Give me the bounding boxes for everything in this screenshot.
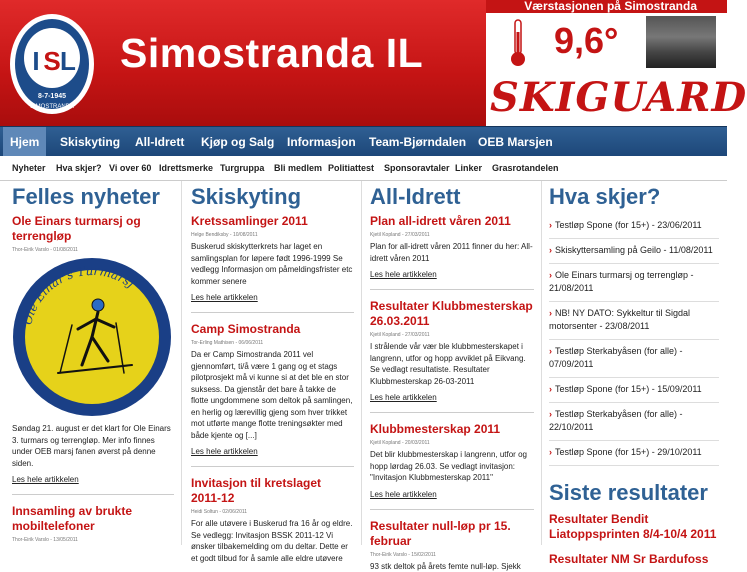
chevron-right-icon: ›	[549, 308, 552, 318]
read-more-link[interactable]: Les hele artikkelen	[191, 447, 354, 456]
nav-hjem[interactable]: Hjem	[3, 127, 46, 157]
nav-kjop-og-salg[interactable]: Kjøp og Salg	[194, 127, 281, 157]
event-item[interactable]	[549, 264, 719, 302]
result-link[interactable]: Resultater NM Sr Bardufoss	[549, 552, 719, 567]
subnav-idrettsmerke[interactable]: Idrettsmerke	[159, 163, 213, 173]
article-separator	[370, 509, 534, 510]
article-title[interactable]: Innsamling av brukte mobiltelefoner	[12, 504, 174, 534]
event-label: Skiskyttersamling på Geilo - 11/08/2011	[555, 245, 713, 255]
article-title[interactable]: Invitasjon til kretslaget 2011-12	[191, 476, 354, 506]
main-nav	[0, 126, 727, 156]
article-body: Da er Camp Simostranda 2011 vel gjennomført, ti/å være 1 gang og et stags pilotprosjekt må vi kunne si at det ble en stor suksess. Da gjenstår det bare å takke de flotte ungdommene som deltok på samlingen, en herlig og lærevillig gjeng som hver trikket mot utførte mange flotte treningsøkter med både kjente og [...]	[191, 349, 354, 441]
weather-widget[interactable]	[486, 0, 727, 126]
article-meta: Kjetil Kopland - 27/03/2011	[370, 232, 534, 238]
event-item[interactable]	[549, 302, 719, 340]
article-title[interactable]: Kretssamlinger 2011	[191, 214, 354, 229]
logo-letter-s: S	[43, 46, 60, 76]
article	[370, 214, 534, 279]
nav-oeb-marsjen[interactable]: OEB Marsjen	[471, 127, 560, 157]
article-meta: Tor-Erling Mathisen - 06/06/2011	[191, 340, 354, 346]
article	[12, 214, 174, 484]
read-more-link[interactable]: Les hele artikkelen	[370, 270, 534, 279]
club-logo[interactable]	[8, 12, 96, 116]
subnav-politiattest[interactable]: Politiattest	[328, 163, 374, 173]
club-name[interactable]: Simostranda IL	[120, 30, 423, 77]
article-title[interactable]: Plan all-idrett våren 2011	[370, 214, 534, 229]
article-meta: Thor-Eirik Varslo - 13/05/2011	[12, 537, 174, 543]
event-label: Testløp Spone (for 15+) - 15/09/2011	[555, 384, 702, 394]
nav-all-idrett[interactable]: All-Idrett	[128, 127, 191, 157]
article-title[interactable]: Klubbmesterskap 2011	[370, 422, 534, 437]
webcam-image[interactable]	[646, 16, 716, 68]
article-separator	[191, 312, 354, 313]
event-item[interactable]	[549, 214, 719, 239]
chevron-right-icon: ›	[549, 409, 552, 419]
article-meta: Helge Bendiksby - 10/08/2011	[191, 232, 354, 238]
logo-ring-text: SIMOSTRANDA	[30, 104, 74, 110]
article-separator	[191, 466, 354, 467]
article	[370, 519, 534, 572]
chevron-right-icon: ›	[549, 447, 552, 457]
read-more-link[interactable]: Les hele artikkelen	[12, 475, 174, 484]
article-meta: Thor-Eirik Varslo - 15/02/2011	[370, 552, 534, 558]
article-title[interactable]: Resultater Klubbmesterskap 26.03.2011	[370, 299, 534, 329]
article	[191, 476, 354, 564]
column-divider	[181, 181, 182, 545]
subnav-nyheter[interactable]: Nyheter	[12, 163, 46, 173]
event-label: Testløp Spone (for 15+) - 29/10/2011	[555, 447, 702, 457]
event-item[interactable]	[549, 378, 719, 403]
weather-title: Værstasjonen på Simostranda	[486, 0, 727, 13]
nav-team-bjorndalen[interactable]: Team-Bjørndalen	[362, 127, 473, 157]
event-item[interactable]	[549, 403, 719, 441]
article-body: Søndag 21. august er det klart for Ole Einars 3. turmars og terrengløp. Mer info finnes under OEB marsj fanen øverst på denne siden.	[12, 423, 174, 469]
event-item[interactable]	[549, 441, 719, 466]
article-body: Det blir klubbmesterskap i langrenn, utfor og hopp lørdag 26.03. Se vedlagt invitasjon: "Invitasjon Klubbmesterskap 2011"	[370, 449, 534, 484]
article-image[interactable]	[12, 257, 174, 417]
logo-letter-l: L	[60, 46, 76, 76]
article-body: For alle utøvere i Buskerud fra 16 år og eldre. Se vedlegg: Invitasjon BSSK 2011-12 Vi ønsker tilbakemelding om du deltar. Dette er et godt tilbud for å samle alle eldre utøvere	[191, 518, 354, 564]
logo-date: 8-7-1945	[38, 93, 66, 100]
event-label: Testløp Spone (for 15+) - 23/06/2011	[555, 220, 702, 230]
subnav-linker[interactable]: Linker	[455, 163, 482, 173]
article-title[interactable]: Resultater null-løp pr 15. februar	[370, 519, 534, 549]
article	[12, 504, 174, 543]
article	[191, 322, 354, 456]
read-more-link[interactable]: Les hele artikkelen	[370, 393, 534, 402]
column-skiskyting	[191, 181, 354, 545]
article-title[interactable]: Ole Einars turmarsj og terrengløp	[12, 214, 174, 244]
column-hva-skjer	[549, 181, 719, 545]
event-label: NB! NY DATO: Sykkeltur til Sigdal motorsenter - 23/08/2011	[549, 308, 690, 331]
article-title[interactable]: Camp Simostranda	[191, 322, 354, 337]
subnav-grasrotandelen[interactable]: Grasrotandelen	[492, 163, 559, 173]
article-body: Plan for all-idrett våren 2011 finner du her: All-idrett våren 2011	[370, 241, 534, 264]
column-heading: Skiskyting	[191, 184, 354, 214]
event-label: Testløp Sterkabyåsen (for alle) - 07/09/2011	[549, 346, 683, 369]
chevron-right-icon: ›	[549, 220, 552, 230]
subnav-hva-skjer[interactable]: Hva skjer?	[56, 163, 102, 173]
article-meta: Kjetil Kopland - 27/03/2011	[370, 332, 534, 338]
column-divider	[541, 181, 542, 545]
column-heading: Felles nyheter	[12, 184, 174, 214]
site-header	[0, 0, 727, 126]
column-felles-nyheter	[12, 181, 174, 545]
article-separator	[370, 412, 534, 413]
results-heading: Siste resultater	[549, 480, 719, 510]
read-more-link[interactable]: Les hele artikkelen	[370, 490, 534, 499]
article	[370, 422, 534, 499]
article-meta: Thor-Eirik Varslo - 01/08/2011	[12, 247, 174, 253]
article-separator	[12, 494, 174, 495]
read-more-link[interactable]: Les hele artikkelen	[191, 293, 354, 302]
article-body: I strålende vår vær ble klubbmesterskapet i langrenn, utfor og hopp avviklet på Eikvang. Se vedlagt resultatiste. Resultater Klubbmesterskap 26-03-2011	[370, 341, 534, 387]
column-heading: Hva skjer?	[549, 184, 719, 214]
result-link[interactable]: Resultater Bendit Liatoppsprinten 8/4-10/4 2011	[549, 512, 719, 542]
event-label: Ole Einars turmarsj og terrengløp - 21/08/2011	[549, 270, 694, 293]
article-meta: Kjetil Kopland - 20/03/2011	[370, 440, 534, 446]
nav-skiskyting[interactable]: Skiskyting	[53, 127, 127, 157]
article	[191, 214, 354, 302]
chevron-right-icon: ›	[549, 245, 552, 255]
logo-letter-i: I	[32, 46, 39, 76]
column-heading: All-Idrett	[370, 184, 534, 214]
column-all-idrett	[370, 181, 534, 545]
subnav-vi-over-60[interactable]: Vi over 60	[109, 163, 151, 173]
article-separator	[370, 289, 534, 290]
temperature-value: 9,6°	[554, 20, 618, 62]
thermometer-icon	[508, 18, 528, 68]
event-list	[549, 214, 719, 466]
chevron-right-icon: ›	[549, 270, 552, 280]
event-item[interactable]	[549, 239, 719, 264]
article-body: Buskerud skiskytterkrets har laget en samlingsplan for løpere født 1996-1999 Se vedlegg Informasjon om påmeldingsfrister etc kommer senere	[191, 241, 354, 287]
subnav-sponsoravtaler[interactable]: Sponsoravtaler	[384, 163, 450, 173]
article	[370, 299, 534, 402]
event-label: Testløp Sterkabyåsen (for alle) - 22/10/2011	[549, 409, 683, 432]
article-body: 93 stk deltok på årets femte null-løp. Sjekk	[370, 561, 534, 572]
chevron-right-icon: ›	[549, 384, 552, 394]
sponsor-logo[interactable]: SKIGUARD	[490, 74, 722, 121]
image-caption: Ole Einar's Turmarsj	[20, 264, 137, 326]
sub-nav	[0, 156, 727, 181]
nav-informasjon[interactable]: Informasjon	[280, 127, 363, 157]
chevron-right-icon: ›	[549, 346, 552, 356]
subnav-turgruppa[interactable]: Turgruppa	[220, 163, 264, 173]
article-meta: Heidi Soltun - 02/06/2011	[191, 509, 354, 515]
event-item[interactable]	[549, 340, 719, 378]
column-divider	[361, 181, 362, 545]
subnav-bli-medlem[interactable]: Bli medlem	[274, 163, 322, 173]
